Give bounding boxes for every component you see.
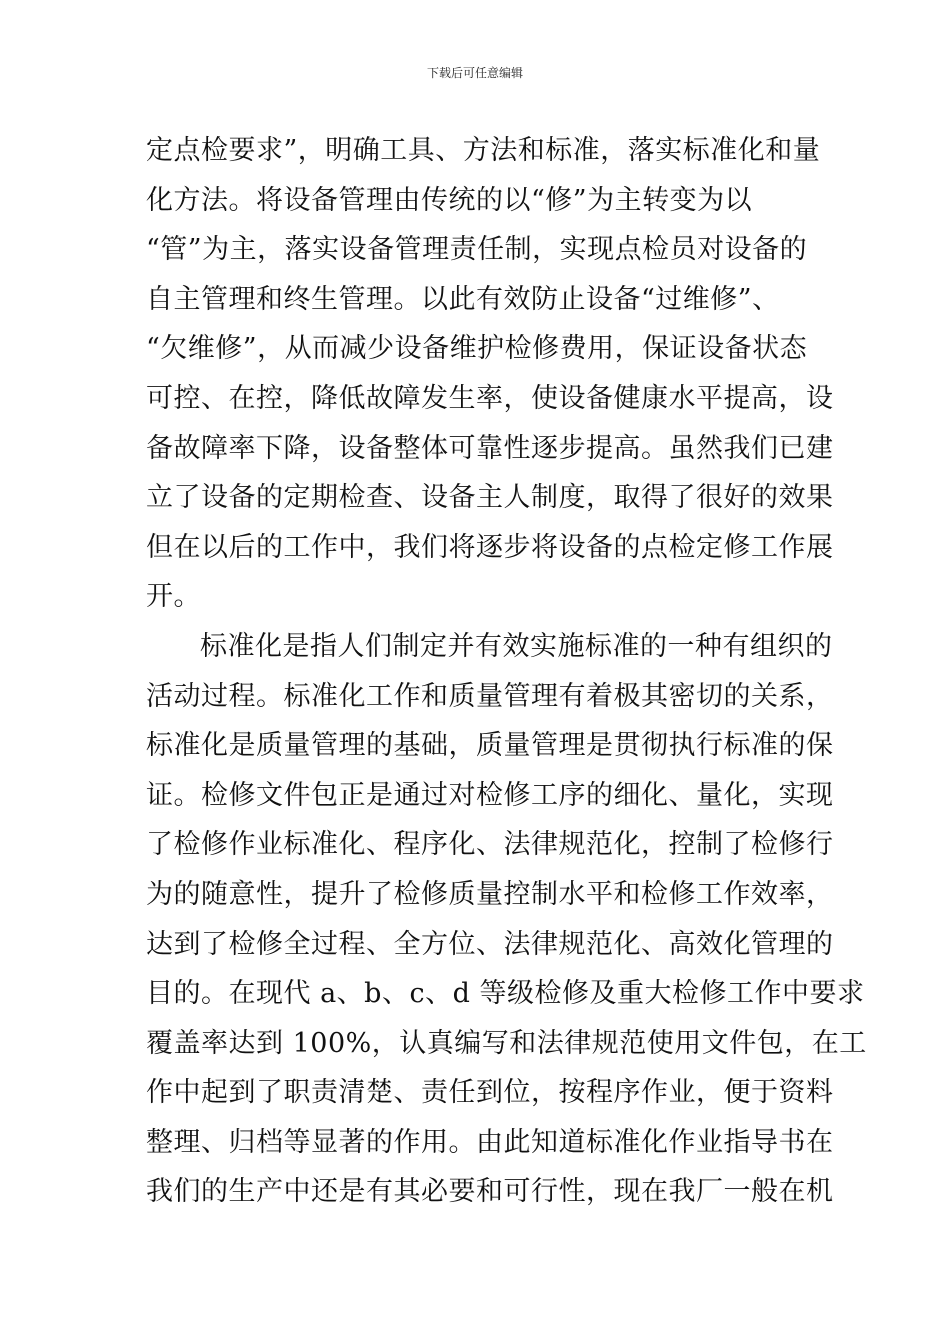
text-line: 标准化是指人们制定并有效实施标准的一种有组织的 (200, 630, 833, 662)
page-header: 下载后可任意编辑 (426, 66, 523, 80)
paragraph-1 (146, 126, 834, 622)
text-line: 我们的生产中还是有其必要和可行性，现在我厂一般在机 (146, 1176, 834, 1208)
text-line: 达到了检修全过程、全方位、法律规范化、高效化管理的 (146, 928, 834, 960)
text-line: 可控、在控，降低故障发生率，使设备健康水平提高，设 (146, 382, 834, 414)
text-line: 为的随意性，提升了检修质量控制水平和检修工作效率， (146, 878, 834, 910)
text-line: 覆盖率达到 100%，认真编写和法律规范使用文件包，在工 (146, 1027, 867, 1059)
text-line: 目的。在现代 a、b、c、d 等级检修及重大检修工作中要求 (146, 978, 865, 1010)
text-line: 定点检要求”，明确工具、方法和标准，落实标准化和量 (146, 135, 821, 166)
text-line: 但在以后的工作中，我们将逐步将设备的点检定修工作展 (146, 531, 834, 563)
text-line: 开。 (146, 581, 201, 613)
text-line: 自主管理和终生管理。以此有效防止设备“过维修”、 (146, 283, 780, 315)
text-line: 了检修作业标准化、程序化、法律规范化，控制了检修行 (146, 829, 834, 861)
text-line: 化方法。将设备管理由传统的以“修”为主转变为以 (146, 184, 753, 216)
text-line: 立了设备的定期检查、设备主人制度，取得了很好的效果 (146, 482, 834, 514)
paragraph-2 (146, 622, 867, 1217)
text-line: 整理、归档等显著的作用。由此知道标准化作业指导书在 (146, 1126, 834, 1158)
document-body (146, 126, 867, 1217)
text-line: 活动过程。标准化工作和质量管理有着极其密切的关系， (146, 680, 834, 712)
text-line: “欠维修”，从而减少设备维护检修费用，保证设备状态 (146, 333, 808, 365)
text-line: 证。检修文件包正是通过对检修工序的细化、量化，实现 (146, 779, 834, 811)
text-line: 标准化是质量管理的基础，质量管理是贯彻执行标准的保 (146, 730, 834, 762)
text-line: “管”为主，落实设备管理责任制，实现点检员对设备的 (146, 234, 808, 266)
text-line: 作中起到了职责清楚、责任到位，按程序作业，便于资料 (146, 1077, 834, 1109)
text-line: 备故障率下降，设备整体可靠性逐步提高。虽然我们已建 (146, 432, 834, 464)
